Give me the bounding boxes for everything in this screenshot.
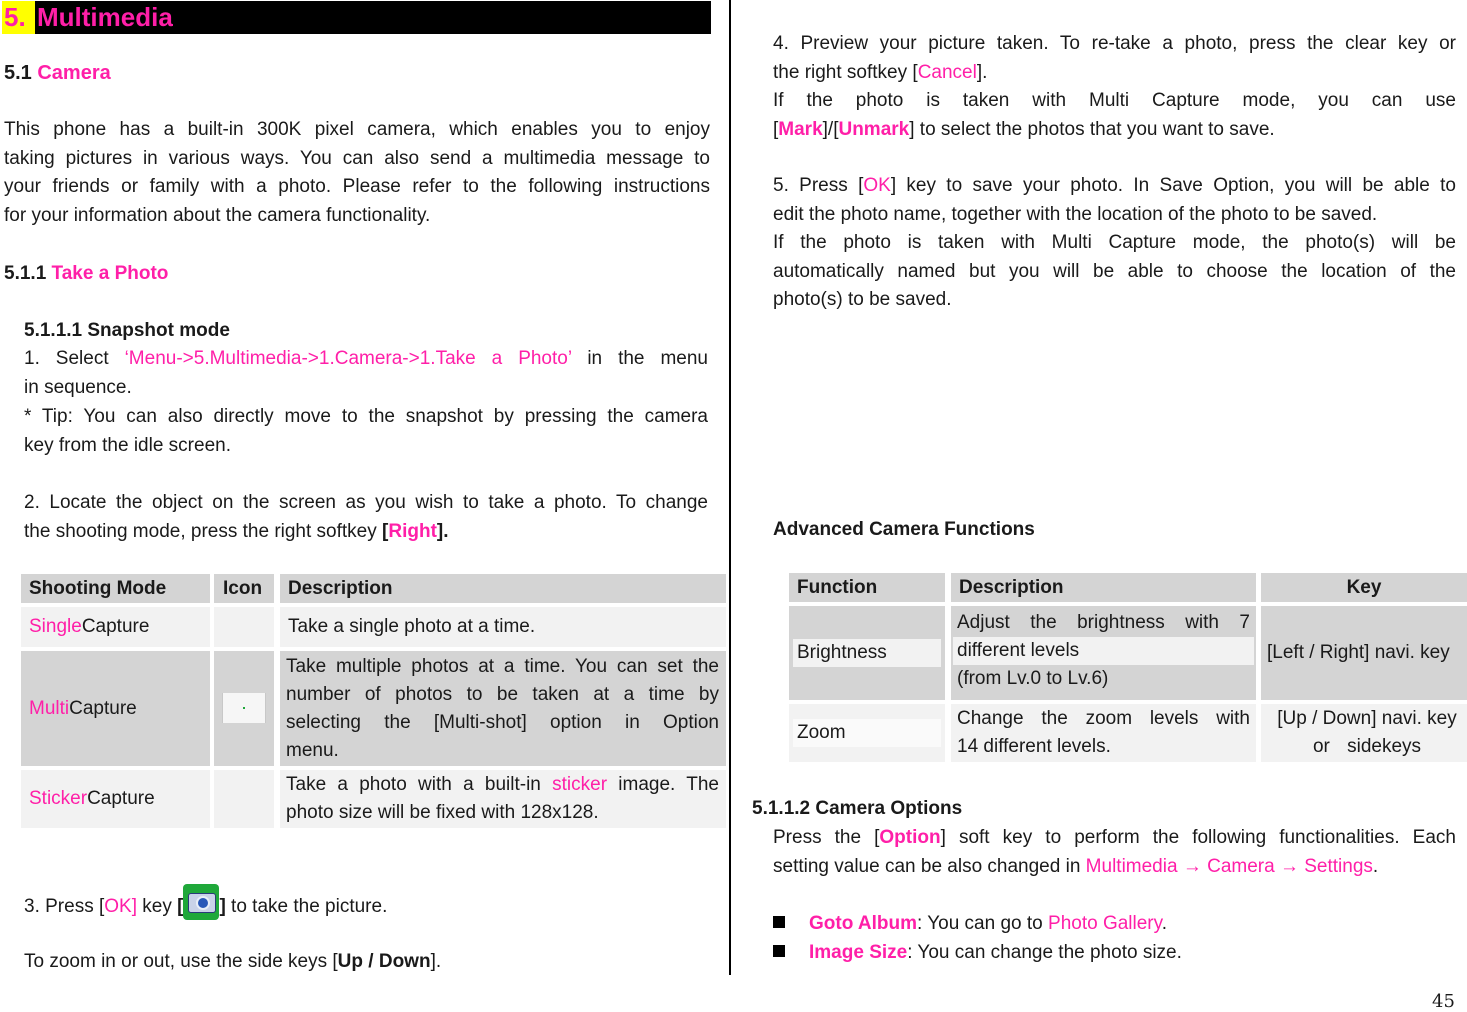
tip-text: * Tip: You can also directly move to the snapshot by pressing the camera key from the idle screen. — [24, 406, 708, 456]
heading-5-1-1: 5.1.1 Take a Photo — [4, 263, 169, 284]
unmark-label: Unmark — [838, 118, 910, 140]
camera-intro-paragraph: This phone has a built-in 300K pixel camera, which enables you to enjoy taking pictures in various ways. You can also send a multimedia message to your friends or family with a photo. Please refer to the following instructions for your information about the camera functionality. — [4, 119, 710, 226]
multi-capture-icon — [222, 693, 266, 723]
camera-options-paragraph: Press the [Option] soft key to perform the following functionalities. Each setting value can be also changed in Multimedia → Camera → Settings. — [773, 827, 1456, 877]
shoot-row-multi-mode: Multi Capture — [21, 651, 210, 766]
shoot-row-single-mode: Single Capture — [21, 607, 210, 647]
adv-row-brightness-func: Brightness — [789, 606, 945, 700]
heading-5-1: 5.1 Camera — [4, 62, 111, 84]
section-header-bar — [2, 1, 711, 34]
adv-row-zoom-func: Zoom — [789, 704, 945, 762]
bullet-square-icon — [773, 916, 785, 928]
shoot-row-single-desc: Take a single photo at a time. — [280, 607, 726, 647]
option-softkey-label: Option — [879, 827, 941, 848]
shoot-row-multi-desc: Take multiple photos at a time. You can set the number of photos to be taken at a time by selecting the [Multi-shot] option in Option menu. — [280, 651, 726, 766]
adv-header-description: Description — [951, 573, 1256, 602]
shoot-row-single-icon — [214, 607, 274, 647]
column-divider — [729, 0, 731, 975]
section-number: 5. — [2, 1, 35, 34]
mark-label: Mark — [778, 118, 823, 140]
advanced-camera-functions-title: Advanced Camera Functions — [773, 519, 1035, 540]
step-4: 4. Preview your picture taken. To re-take a photo, press the clear key or the right softkey [Cancel]. If the photo is taken with Multi Capture mode, you can use [Mark]/[Unmark] to select the photos that you want to save. — [773, 33, 1456, 140]
shoot-header-description: Description — [280, 574, 726, 603]
shoot-header-mode: Shooting Mode — [21, 574, 210, 603]
settings-path: Multimedia → Camera → Settings — [1085, 855, 1373, 877]
section-title: Multimedia — [37, 2, 173, 32]
heading-5-1-title: Camera — [37, 62, 111, 84]
camera-key-icon — [183, 884, 219, 920]
shoot-row-sticker-desc: Take a photo with a built-in sticker image. The photo size will be fixed with 128x128. — [280, 770, 726, 828]
step-5: 5. Press [OK] key to save your photo. In Save Option, you will be able to edit the photo name, together with the location of the photo to be saved. If the photo is taken with Multi Capture mode, the photo(s) will be automatically named but you will be able to choose the location of the photo(s) to be saved. — [773, 175, 1457, 310]
adv-row-brightness-key: [Left / Right] navi. key — [1261, 606, 1467, 700]
step-2: 2. Locate the object on the screen as you wish to take a photo. To change the shooting mode, press the right softkey [Right]. — [24, 492, 708, 542]
heading-5-1-1-1: 5.1.1.1 Snapshot mode — [24, 320, 230, 341]
heading-5-1-1-title: Take a Photo — [51, 263, 169, 284]
adv-row-zoom-desc: Change the zoom levels with 14 different levels. — [951, 704, 1256, 762]
bullet-image-size: Image Size: You can change the photo size. — [773, 939, 1182, 968]
zoom-instructions: To zoom in or out, use the side keys [Up / Down]. — [24, 951, 442, 972]
adv-row-brightness-desc: Adjust the brightness with 7 different levels (from Lv.0 to Lv.6) — [951, 606, 1256, 700]
menu-path: ‘Menu->5.Multimedia->1.Camera->1.Take a Photo’ — [124, 348, 572, 369]
shoot-header-icon: Icon — [214, 574, 274, 603]
bullet-goto-album: Goto Album: You can go to Photo Gallery. — [773, 910, 1167, 939]
adv-row-zoom-key: [Up / Down] navi. key or sidekeys — [1261, 704, 1467, 762]
shoot-row-multi-icon — [214, 651, 274, 766]
adv-header-function: Function — [789, 573, 945, 602]
shoot-row-sticker-mode: Sticker Capture — [21, 770, 210, 828]
page-number: 45 — [1432, 991, 1455, 1012]
adv-header-key: Key — [1261, 573, 1467, 602]
bullet-square-icon — [773, 945, 785, 957]
photo-gallery-link: Photo Gallery — [1048, 913, 1162, 934]
step-3: 3. Press [OK] key [ ] to take the picture. — [24, 884, 387, 922]
heading-5-1-1-2: 5.1.1.2 Camera Options — [752, 798, 963, 819]
shoot-row-sticker-icon — [214, 770, 274, 828]
step-1: 1. Select ‘Menu->5.Multimedia->1.Camera->1.Take a Photo’ in the menu in sequence. — [24, 348, 708, 398]
right-softkey-label: Right — [388, 520, 437, 542]
